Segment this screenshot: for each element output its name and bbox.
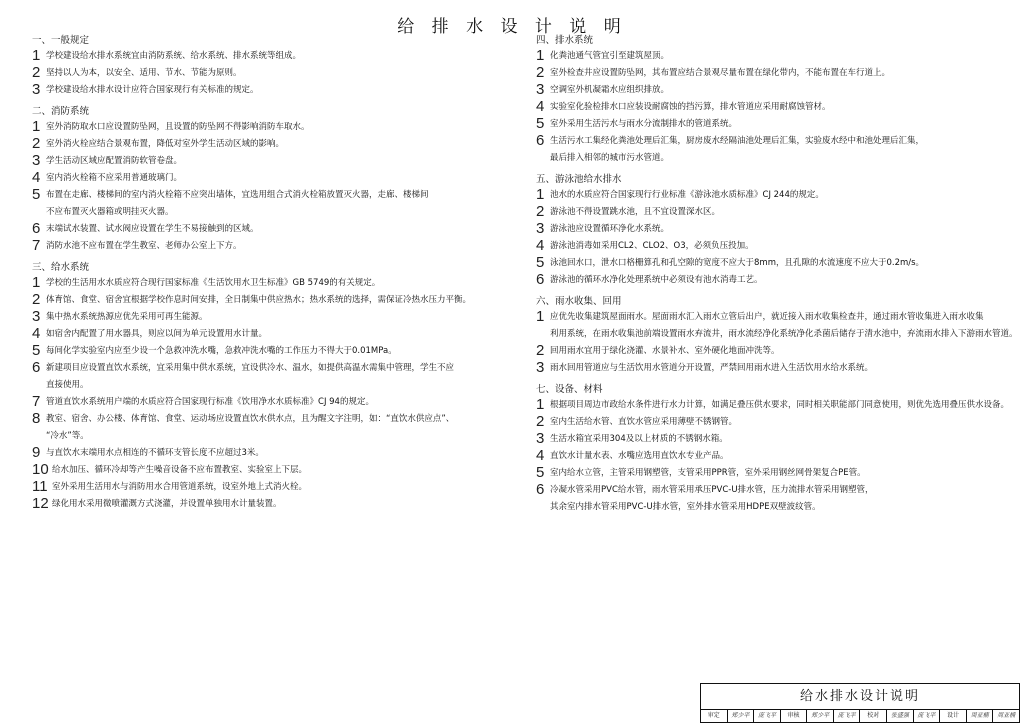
item-text: 最后排入相邻的城市污水管道。 (550, 153, 670, 163)
left-column (32, 34, 502, 519)
item-text: 室内消火栓箱不应采用普通玻璃门。 (46, 173, 183, 183)
list-item (536, 308, 1018, 343)
list-item (32, 496, 502, 513)
title-block-cell: 周亚楠 (997, 712, 1016, 719)
list-item (536, 360, 1006, 377)
list-item (32, 238, 502, 255)
item-number: 3 (32, 308, 41, 325)
item-text: 每间化学实验室内应至少设一个急救冲洗水嘴，急救冲洗水嘴的工作压力不得大于0.01MPa。 (46, 346, 397, 356)
list-item (32, 411, 502, 445)
list-item (536, 116, 1006, 133)
item-number: 7 (32, 393, 41, 410)
item-text: 与直饮水末端用水点相连的不循环支管长度不应超过3米。 (46, 448, 264, 458)
item-number: 8 (32, 410, 41, 427)
item-number: 3 (536, 220, 545, 237)
list-item (32, 292, 502, 309)
title-block-name: 给水排水设计说明 (701, 684, 1019, 710)
item-number: 4 (536, 98, 545, 115)
item-number: 3 (32, 81, 41, 98)
list-item (536, 255, 1006, 272)
section-heading: 五、游泳池给水排水 (536, 174, 622, 185)
item-text: 室外采用生活用水与消防用水合用管道系统，设室外地上式消火栓。 (52, 482, 308, 492)
list-item (536, 48, 1006, 65)
item-number: 2 (536, 203, 545, 220)
item-text: 布置在走廊、楼梯间的室内消火栓箱不应突出墙体，宜选用组合式消火栓箱放置灭火器，走廊、楼梯间 (46, 190, 429, 200)
item-number: 3 (536, 81, 545, 98)
item-number: 5 (32, 186, 41, 203)
list-item (32, 82, 502, 99)
item-number: 4 (32, 325, 41, 342)
item-text: 雨水回用管道应与生活饮用水管道分开设置，严禁回用雨水进入生活饮用水给水系统。 (550, 363, 874, 373)
item-number: 5 (536, 464, 545, 481)
list-item (536, 65, 1006, 82)
item-number: 5 (32, 342, 41, 359)
item-text: 应优先收集建筑屋面雨水。屋面雨水汇入雨水立管后出户，就近接入雨水收集检查井，通过雨水管收集进入雨水收集 (550, 312, 984, 322)
item-text: 实验室化验检排水口应装设耐腐蚀的挡污算，排水管道应采用耐腐蚀管材。 (550, 102, 831, 112)
item-number: 2 (536, 413, 545, 430)
item-number: 2 (536, 342, 545, 359)
item-text: 坚持以人为本，以安全、适用、节水、节能为原则。 (46, 68, 242, 78)
item-number: 10 (32, 461, 49, 478)
title-block-cell: 设计 (940, 710, 967, 722)
item-text: 冷凝水管采用PVC给水管，雨水管采用承压PVC-U排水管，压力流排水管采用钢塑管， (550, 485, 874, 495)
item-number: 5 (536, 254, 545, 271)
item-text: 室外采用生活污水与雨水分流制排水的管道系统。 (550, 119, 738, 129)
section (32, 261, 502, 513)
section (32, 105, 502, 255)
section-heading: 三、给水系统 (32, 262, 90, 273)
item-number: 3 (536, 359, 545, 376)
item-number: 6 (536, 481, 545, 498)
list-item (536, 238, 1006, 255)
list-item (536, 187, 1006, 204)
item-text: 生活污水工集经化粪池处理后汇集，厨房废水经隔油池处理后汇集，实验废水经中和池处理后汇集， (550, 136, 925, 146)
list-item (536, 448, 1006, 465)
item-text: 教室、宿舍、办公楼、体育馆、食堂、运动场应设置直饮水供水点，且为醒文字注明，如：“直饮水供应点”、 (46, 414, 455, 424)
item-text: “冷水”等。 (46, 431, 89, 441)
item-number: 1 (32, 118, 41, 135)
list-item (536, 343, 1006, 360)
item-text: 生活水箱宜采用304及以上材质的不锈钢水箱。 (550, 434, 728, 444)
item-text: 室外消火栓应结合景观布置，降低对室外学生活动区域的影响。 (46, 139, 285, 149)
list-item (536, 431, 1006, 448)
item-text: 池水的水质应符合国家现行行业标准《游泳池水质标准》CJ 244的规定。 (550, 190, 824, 200)
list-item (32, 479, 502, 496)
title-block-cell: 庞飞平 (914, 710, 941, 722)
section (32, 34, 502, 99)
item-text: 直接使用。 (46, 380, 89, 390)
item-number: 4 (32, 169, 41, 186)
item-number: 1 (536, 308, 545, 325)
list-item (32, 326, 502, 343)
item-number: 2 (32, 135, 41, 152)
item-number: 2 (32, 64, 41, 81)
item-text: 其余室内排水管采用PVC-U排水管，室外排水管采用HDPE双壁波纹管。 (550, 502, 821, 512)
item-number: 1 (536, 186, 545, 203)
list-item (32, 309, 502, 326)
list-item (32, 462, 502, 479)
list-item (32, 187, 502, 221)
list-item (536, 272, 1006, 289)
item-number: 6 (536, 271, 545, 288)
list-item (32, 119, 502, 136)
item-text: 游泳池应设置循环净化水系统。 (550, 224, 670, 234)
item-text: 集中热水系统热源应优先采用可再生能源。 (46, 312, 208, 322)
item-text: 直饮水计量水表、水嘴应选用直饮水专业产品。 (550, 451, 729, 461)
list-item (536, 482, 1006, 516)
title-block-cell: 庞飞平 (834, 710, 861, 722)
item-number: 1 (32, 47, 41, 64)
list-item (536, 133, 1006, 167)
title-block-cell: 张盛强 (887, 710, 914, 722)
item-number: 9 (32, 444, 41, 461)
item-number: 5 (536, 115, 545, 132)
item-text: 化粪池通气管宜引至建筑屋顶。 (550, 51, 670, 61)
item-text: 学校的生活用水水质应符合现行国家标准《生活饮用水卫生标准》GB 5749的有关规定。 (46, 278, 381, 288)
item-number: 6 (32, 359, 41, 376)
list-item (32, 48, 502, 65)
item-text: 不应布置灭火器箱或明挂灭火器。 (46, 207, 174, 217)
list-item (32, 65, 502, 82)
title-block-cell: 周亚楠 (967, 710, 994, 722)
list-item (536, 221, 1006, 238)
item-number: 1 (32, 274, 41, 291)
list-item (32, 170, 502, 187)
item-number: 12 (32, 495, 49, 512)
item-number: 2 (536, 64, 545, 81)
section-heading: 七、设备、材料 (536, 384, 603, 395)
item-number: 4 (536, 237, 545, 254)
item-text: 室外检查井应设置防坠网，其布置应结合景观尽量布置在绿化带内，不能布置在车行道上。 (550, 68, 891, 78)
item-number: 7 (32, 237, 41, 254)
list-item (536, 414, 1006, 431)
title-block-cell: 郑少平 (728, 710, 755, 722)
section-heading: 一、一般规定 (32, 35, 90, 46)
list-item (32, 394, 502, 411)
list-item (32, 343, 502, 360)
item-number: 6 (536, 132, 545, 149)
item-text: 游泳池的循环水净化处理系统中必须设有池水消毒工艺。 (550, 275, 763, 285)
section (536, 173, 1006, 289)
title-block-cell: 审定 (701, 710, 728, 722)
item-number: 1 (536, 47, 545, 64)
item-text: 给水加压、循环冷却等产生噪音设备不应布置教室、实验室上下层。 (52, 465, 308, 475)
list-item (32, 445, 502, 462)
list-item (32, 136, 502, 153)
item-text: 回用雨水宜用于绿化浇灌、水景补水、室外硬化地面冲洗等。 (550, 346, 780, 356)
item-text: 根据项目周边市政给水条件进行水力计算，如满足叠压供水要求，同时相关职能部门同意使用，则优先选用叠压供水设备。 (550, 400, 1010, 410)
item-text: 室内给水立管，主管采用钢塑管，支管采用PPR管，室外采用钢丝网骨架复合PE管。 (550, 468, 866, 478)
item-text: 末端试水装置、试水阀应设置在学生不易接触到的区域。 (46, 224, 259, 234)
item-number: 3 (536, 430, 545, 447)
item-number: 1 (536, 396, 545, 413)
section-heading: 二、消防系统 (32, 106, 90, 117)
item-text: 室内生活给水管、直饮水管应采用薄壁不锈钢管。 (550, 417, 738, 427)
item-text: 学生活动区域应配置消防软管卷盘。 (46, 156, 183, 166)
right-column (536, 34, 1018, 522)
title-block-signature-row (701, 710, 1019, 722)
title-block (700, 683, 1020, 723)
list-item (32, 360, 502, 394)
item-text: 利用系统，在雨水收集池前端设置雨水弃流井，雨水流经净化系统净化杀菌后储存于清水池中，弃流雨水排入下游雨水管道。 (550, 329, 1018, 339)
item-number: 11 (32, 478, 48, 495)
item-text: 游泳池消毒如采用CL2、CLO2、O3，必须负压投加。 (550, 241, 754, 251)
title-block-cell: 校对 (860, 710, 887, 722)
item-number: 3 (32, 152, 41, 169)
section (536, 34, 1006, 167)
list-item (32, 221, 502, 238)
list-item (32, 153, 502, 170)
title-block-cell: 审核 (781, 710, 808, 722)
item-number: 2 (32, 291, 41, 308)
item-text: 消防水池不应布置在学生教室、老师办公室上下方。 (46, 241, 242, 251)
item-text: 学校建设给水排水设计应符合国家现行有关标准的规定。 (46, 85, 259, 95)
list-item (32, 275, 502, 292)
section (536, 295, 1018, 377)
list-item (536, 465, 1006, 482)
item-number: 6 (32, 220, 41, 237)
item-text: 体育馆、食堂、宿舍宜根据学校作息时间安排，全日制集中供应热水；热水系统的选择，需保证冷热水压力平衡。 (46, 295, 472, 305)
item-text: 游泳池不得设置跳水池，且不宜设置深水区。 (550, 207, 721, 217)
list-item (536, 396, 1010, 414)
title-block-cell: 郑少平 (807, 710, 834, 722)
section-heading: 四、排水系统 (536, 35, 594, 46)
item-text: 如宿舍内配置了用水器具，则应以间为单元设置用水计量。 (46, 329, 268, 339)
item-text: 绿化用水采用微喷灌溉方式浇灌，并设置单独用水计量装置。 (52, 499, 282, 509)
item-text: 室外消防取水口应设置防坠网，且设置的防坠网不得影响消防车取水。 (46, 122, 310, 132)
list-item (536, 99, 1006, 116)
title-block-cell: 庞飞平 (754, 710, 781, 722)
section (536, 383, 1010, 516)
item-text: 新建项目应设置直饮水系统，宜采用集中供水系统，宜设供冷水、温水，如提供高温水需集中管理，学生不应 (46, 363, 455, 373)
section-heading: 六、雨水收集、回用 (536, 296, 622, 307)
list-item (536, 82, 1006, 99)
item-text: 空调室外机凝霜水应组织排放。 (550, 85, 670, 95)
item-text: 学校建设给水排水系统宜由消防系统、给水系统、排水系统等组成。 (46, 51, 302, 61)
page-title: 给 排 水 设 计 说 明 (397, 17, 627, 37)
item-text: 泳池回水口，泄水口格栅算孔和孔空隙的宽度不应大于8mm，且孔隙的水流速度不应大于0.2m/s。 (550, 258, 925, 268)
item-text: 管道直饮水系统用户端的水质应符合国家现行标准《饮用净水水质标准》CJ 94的规定。 (46, 397, 374, 407)
item-number: 4 (536, 447, 545, 464)
list-item (536, 204, 1006, 221)
